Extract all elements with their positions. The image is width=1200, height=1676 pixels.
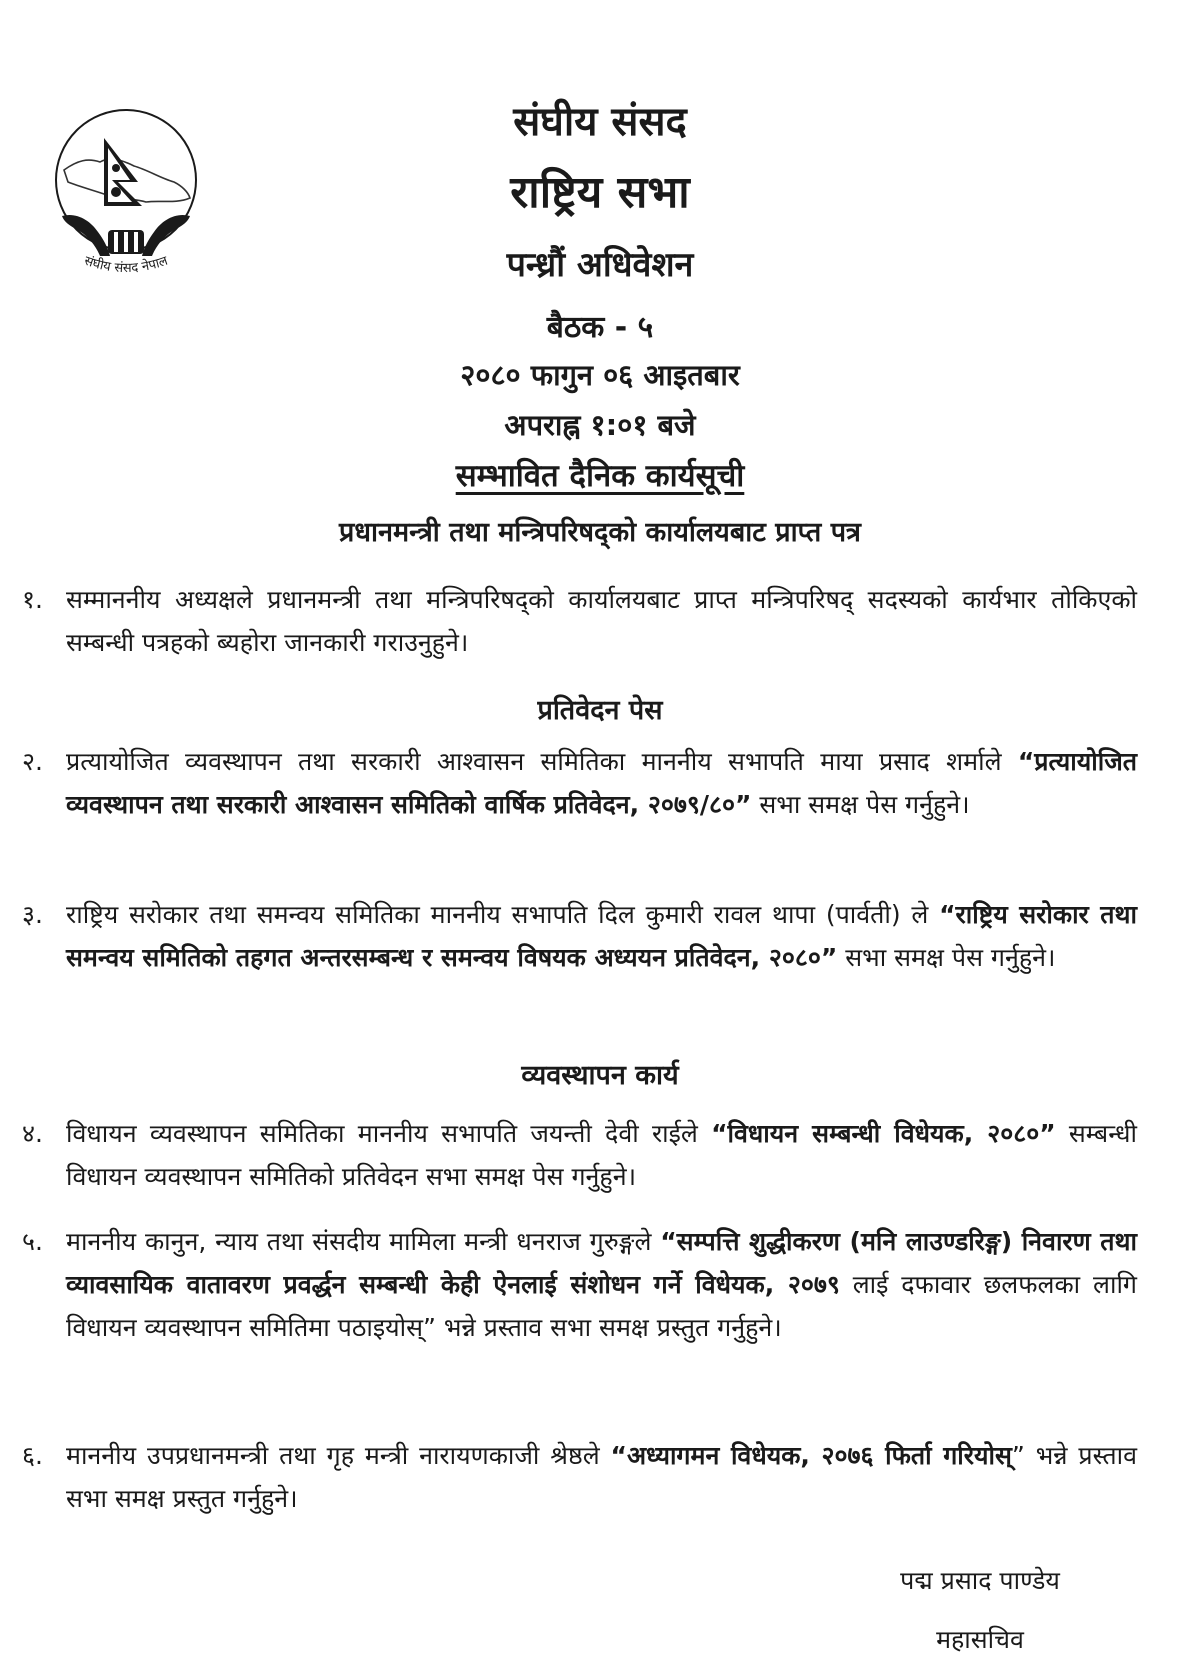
- agenda-item: [22, 1220, 1137, 1349]
- agenda-title-text: सम्भावित दैनिक कार्यसूची: [455, 458, 745, 494]
- letter-section-heading: प्रधानमन्त्री तथा मन्त्रिपरिषद्को कार्यालयबाट प्राप्त पत्र: [339, 517, 861, 548]
- agenda-title: [250, 454, 950, 496]
- agenda-item-text: प्रत्यायोजित व्यवस्थापन तथा सरकारी आश्वासन समितिका माननीय सभापति माया प्रसाद शर्माले “प्रत्यायोजित व्यवस्थापन तथा सरकारी आश्वासन समितिको वार्षिक प्रतिवेदन, २०७९/८०” सभा समक्ष पेस गर्नुहुने।: [66, 747, 1137, 819]
- session-title: पन्ध्रौं अधिवेशन: [506, 245, 694, 285]
- agenda-item: [22, 1112, 1137, 1198]
- signatory-title: महासचिव: [936, 1625, 1024, 1654]
- signatory-name: पद्म प्रसाद पाण्डेय: [900, 1566, 1060, 1595]
- agenda-item-text: राष्ट्रिय सरोकार तथा समन्वय समितिका माननीय सभापति दिल कुमारी रावल थापा (पार्वती) ले “राष्ट्रिय सरोकार तथा समन्वय समितिको तहगत अन्तरसम्बन्ध र समन्वय विषयक अध्ययन प्रतिवेदन, २०८०” सभा समक्ष पेस गर्नुहुने।: [66, 900, 1137, 972]
- parliament-emblem-icon: [48, 108, 204, 283]
- agenda-item: [22, 1434, 1137, 1520]
- agenda-item-number: १.: [22, 585, 43, 614]
- agenda-item-number: ५.: [22, 1227, 43, 1256]
- agenda-item-text: सम्माननीय अध्यक्षले प्रधानमन्त्री तथा मन्त्रिपरिषद्को कार्यालयबाट प्राप्त मन्त्रिपरिषद् सदस्यको कार्यभार तोकिएको सम्बन्धी पत्रहको ब्यहोरा जानकारी गराउनुहुने।: [66, 585, 1137, 657]
- agenda-item: [22, 740, 1137, 826]
- agenda-item-number: ६.: [22, 1441, 43, 1470]
- agenda-item-number: ४.: [22, 1119, 43, 1148]
- legislation-section-heading: व्यवस्थापन कार्य: [521, 1060, 679, 1091]
- meeting-number: बैठक - ५: [546, 310, 654, 345]
- agenda-item-text: विधायन व्यवस्थापन समितिका माननीय सभापति जयन्ती देवी राईले “विधायन सम्बन्धी विधेयक, २०८०” सम्बन्धी विधायन व्यवस्थापन समितिको प्रतिवेदन सभा समक्ष पेस गर्नुहुने।: [66, 1119, 1137, 1191]
- agenda-item-number: ३.: [22, 900, 43, 929]
- report-section-heading: प्रतिवेदन पेस: [537, 695, 663, 726]
- agenda-item-text: माननीय कानुन, न्याय तथा संसदीय मामिला मन्त्री धनराज गुरुङ्गले “सम्पत्ति शुद्धीकरण (मनि लाउण्डरिङ्ग) निवारण तथा व्यावसायिक वातावरण प्रवर्द्धन सम्बन्धी केही ऐनलाई संशोधन गर्ने विधेयक, २०७९ लाई दफावार छलफलका लागि विधायन व्यवस्थापन समितिमा पठाइयोस्” भन्ने प्रस्ताव सभा समक्ष प्रस्तुत गर्नुहुने।: [66, 1227, 1137, 1342]
- house-name: राष्ट्रिय सभा: [510, 167, 690, 218]
- agenda-item: [22, 893, 1137, 979]
- meeting-date: २०८० फागुन ०६ आइतबार: [460, 358, 740, 392]
- logo-text: संघीय संसद नेपाल: [82, 253, 170, 277]
- svg-text:संघीय संसद नेपाल: [82, 254, 170, 276]
- meeting-time: अपराह्न १:०१ बजे: [504, 408, 696, 442]
- parliament-name: संघीय संसद: [513, 99, 687, 145]
- agenda-item: [22, 578, 1137, 664]
- agenda-item-text: माननीय उपप्रधानमन्त्री तथा गृह मन्त्री नारायणकाजी श्रेष्ठले “अध्यागमन विधेयक, २०७६ फिर्ता गरियोस्” भन्ने प्रस्ताव सभा समक्ष प्रस्तुत गर्नुहुने।: [66, 1441, 1137, 1513]
- agenda-item-number: २.: [22, 747, 43, 776]
